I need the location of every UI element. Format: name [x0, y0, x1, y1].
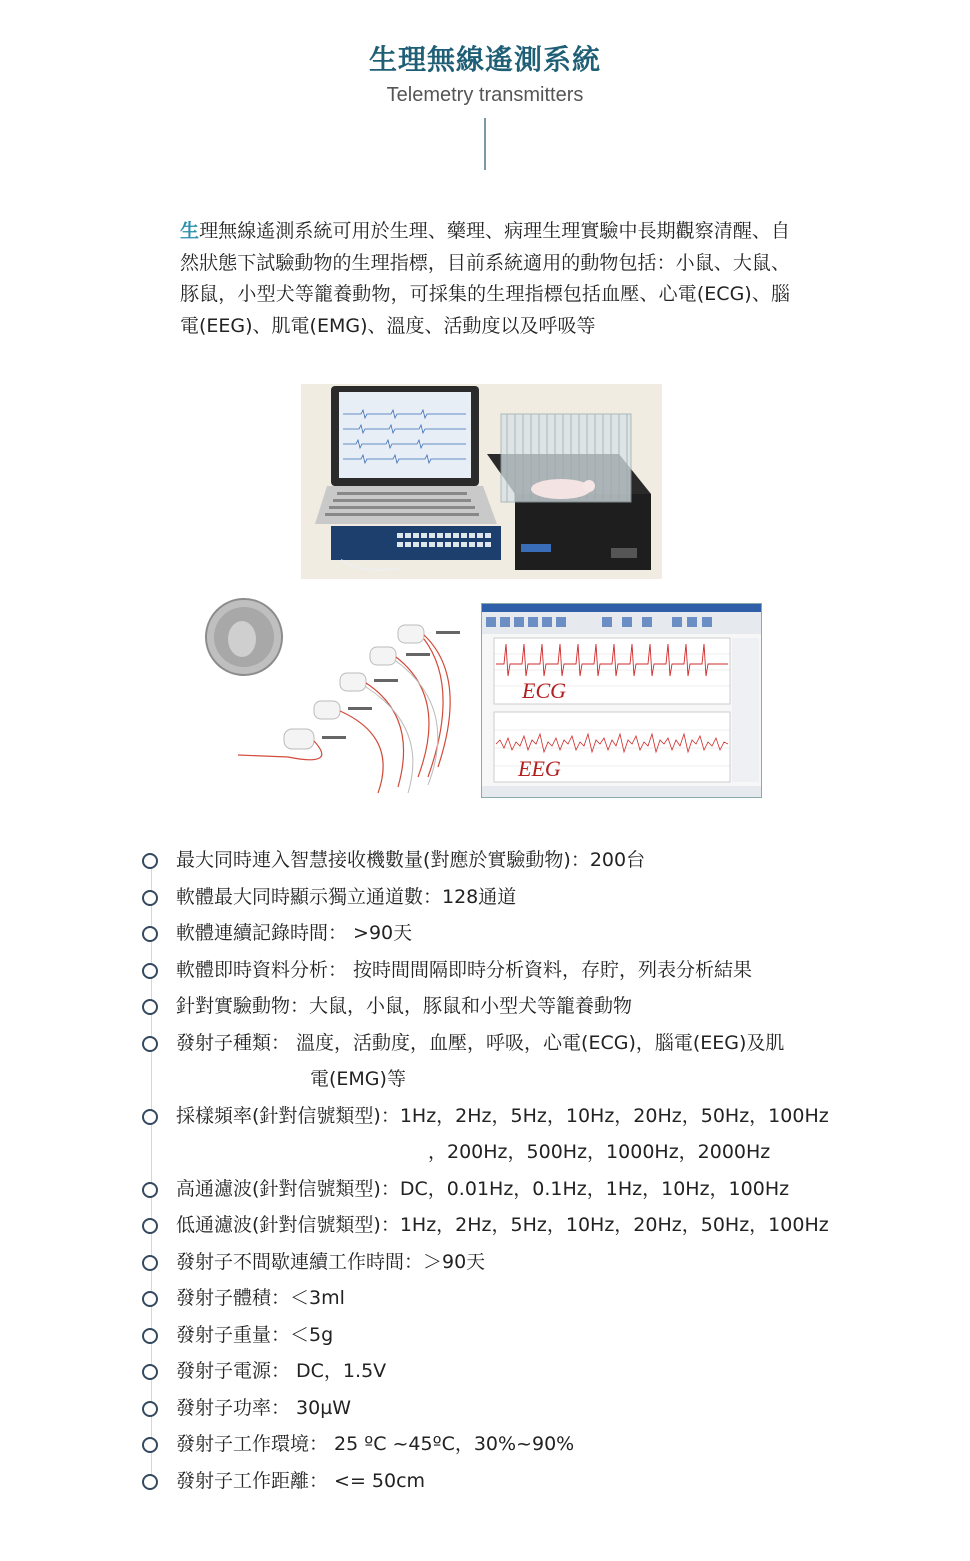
intro-first-char: 生	[180, 220, 200, 242]
spec-item	[140, 1353, 860, 1390]
spec-item	[140, 988, 860, 1025]
spec-text-continued: 電(EMG)等	[310, 1068, 406, 1090]
eeg-label: EEG	[518, 756, 561, 781]
spec-item	[140, 1171, 860, 1208]
circle-bullet-icon	[142, 926, 158, 942]
spec-text: 發射子種類： 溫度，活動度，血壓，呼吸，心電(ECG)，腦電(EEG)及肌	[176, 1031, 785, 1054]
spec-item	[140, 915, 860, 952]
spec-text: 最大同時連入智慧接收機數量(對應於實驗動物)：200台	[176, 849, 646, 871]
circle-bullet-icon	[142, 1474, 158, 1490]
spec-item	[140, 1207, 860, 1244]
circle-bullet-icon	[142, 1109, 158, 1125]
software-screenshot	[481, 603, 762, 798]
spec-item	[140, 1025, 860, 1098]
spec-text: 發射子功率： 30µW	[176, 1396, 352, 1419]
spec-item	[140, 1098, 860, 1171]
spec-text: 高通濾波(針對信號類型)：DC，0.01Hz，0.1Hz，1Hz，10Hz，100Hz	[176, 1177, 790, 1200]
intro-paragraph	[180, 216, 790, 342]
spec-item	[140, 952, 860, 989]
circle-bullet-icon	[142, 853, 158, 869]
spec-text: 針對實驗動物：大鼠，小鼠，豚鼠和小型犬等籠養動物	[176, 995, 633, 1017]
intro-text: 理無線遙測系統可用於生理、藥理、病理生理實驗中長期觀察清醒、自然狀態下試驗動物的生理指標，目前系統適用的動物包括：小鼠、大鼠、豚鼠，小型犬等籠養動物，可採集的生理指標包括血壓、心電(ECG)、腦電(EEG)、肌電(EMG)、溫度、活動度以及呼吸等	[180, 220, 790, 337]
spec-item	[140, 1280, 860, 1317]
circle-bullet-icon	[142, 1328, 158, 1344]
spec-text: 軟體連續記錄時間： >90天	[176, 922, 413, 944]
spec-text: 採樣頻率(針對信號類型)：1Hz，2Hz，5Hz，10Hz，20Hz，50Hz，100Hz	[176, 1104, 829, 1127]
spec-text: 發射子工作距離： <= 50cm	[176, 1469, 426, 1492]
spec-list	[140, 842, 860, 1499]
circle-bullet-icon	[142, 1401, 158, 1417]
circle-bullet-icon	[142, 999, 158, 1015]
spec-item	[140, 1390, 860, 1427]
circle-bullet-icon	[142, 963, 158, 979]
spec-text-continued: ，200Hz，500Hz，1000Hz，2000Hz	[428, 1141, 771, 1163]
spec-item	[140, 1244, 860, 1281]
spec-text: 軟體最大同時顯示獨立通道數：128通道	[176, 885, 517, 908]
divider-line	[484, 118, 486, 170]
circle-bullet-icon	[142, 1291, 158, 1307]
spec-item	[140, 1426, 860, 1463]
spec-item	[140, 1317, 860, 1354]
ecg-label: ECG	[522, 678, 566, 703]
spec-text: 軟體即時資料分析： 按時間間隔即時分析資料，存貯，列表分析結果	[176, 958, 753, 981]
spec-item	[140, 842, 860, 879]
spec-text: 發射子工作環境： 25 ºC ~45ºC，30%~90%	[176, 1433, 575, 1455]
circle-bullet-icon	[142, 1036, 158, 1052]
circle-bullet-icon	[142, 890, 158, 906]
spec-text: 發射子電源： DC，1.5V	[176, 1360, 387, 1382]
spec-text: 發射子體積：＜3ml	[176, 1287, 345, 1309]
spec-item	[140, 1463, 860, 1500]
spec-text: 發射子重量：＜5g	[176, 1323, 334, 1346]
circle-bullet-icon	[142, 1437, 158, 1453]
circle-bullet-icon	[142, 1218, 158, 1234]
spec-item	[140, 879, 860, 916]
circle-bullet-icon	[142, 1364, 158, 1380]
circle-bullet-icon	[142, 1182, 158, 1198]
transmitters-photo	[198, 597, 483, 797]
spec-text: 低通濾波(針對信號類型)：1Hz，2Hz，5Hz，10Hz，20Hz，50Hz，100Hz	[176, 1214, 829, 1236]
page-title: 生理無線遙測系統	[368, 43, 601, 76]
system-setup-photo	[301, 384, 662, 579]
circle-bullet-icon	[142, 1255, 158, 1271]
spec-text: 發射子不間歇連續工作時間：＞90天	[176, 1250, 486, 1273]
page-subtitle: Telemetry transmitters	[386, 84, 584, 106]
